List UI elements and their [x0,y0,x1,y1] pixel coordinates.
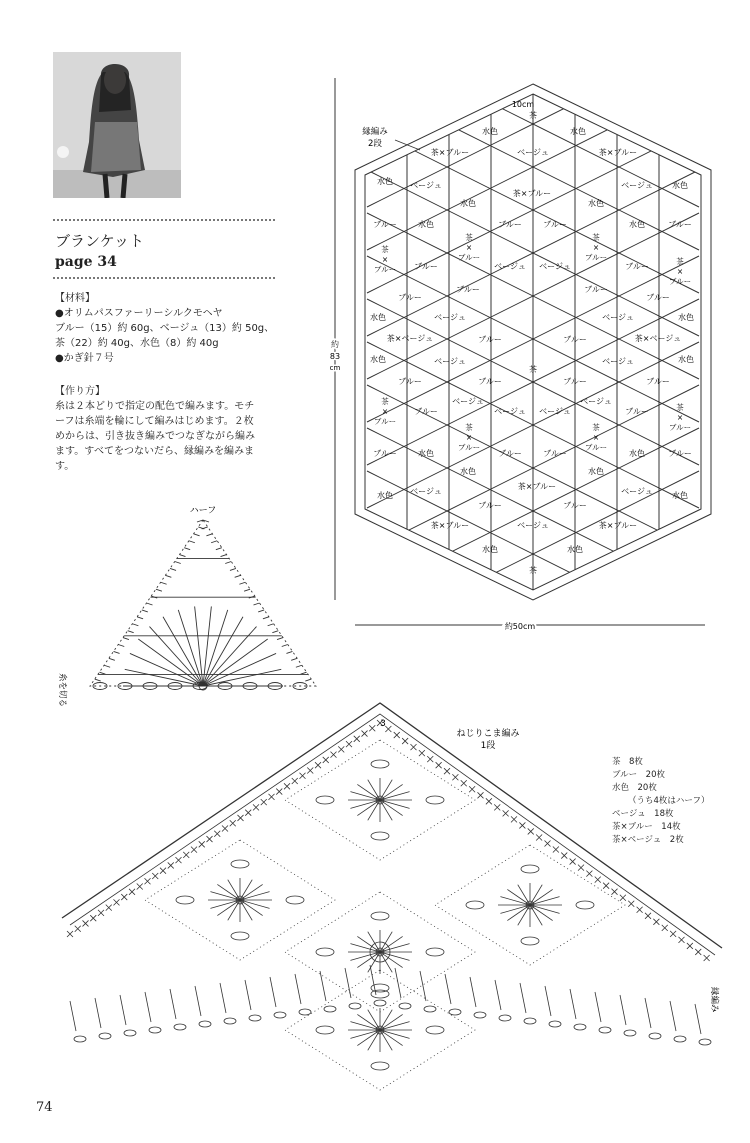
materials-line: 茶（22）約 40g、水色（8）約 40g [55,338,219,349]
block-color-label: ブルー [373,449,397,458]
height-value: 83 [329,352,341,361]
chain-stitch [349,1003,361,1009]
block-color-label: × [465,243,473,252]
height-unit: cm [329,364,341,372]
block-color-label: ブルー [414,262,438,271]
block-color-label: ブルー [478,377,502,386]
x-stitch [307,767,313,773]
chain-stitch [174,1024,186,1030]
chain-stitch [524,1018,536,1024]
block-color-label: ブルー [563,377,587,386]
block-color-label: 茶 [676,257,684,266]
chain-stitch [674,1036,686,1042]
block-color-label: 水色 [482,545,498,554]
method-line: めからは、引き抜き編みでつなぎながら編み [55,431,255,442]
stitch [470,977,476,1007]
block-color-label: 水色 [678,313,694,322]
stitch [695,1004,701,1034]
x-stitch [436,762,442,768]
x-stitch [653,919,659,925]
x-stitch [269,794,275,800]
chain-stitch [149,1027,161,1033]
x-stitch [645,913,651,919]
block-color-label: × [381,255,389,264]
stitch [95,998,101,1028]
chain-stitch [649,1033,661,1039]
block-color-label: ブルー [563,335,587,344]
half-label: ハーフ [189,506,217,516]
block-color-label: ブルー [398,293,422,302]
block-color-label: 水色 [482,127,498,136]
stitch [245,980,251,1010]
chain-stitch [371,832,389,840]
block-color-label: × [676,267,684,276]
block-color-label: 水色 [370,355,386,364]
block-color-label: 茶×ブルー [598,521,638,530]
x-stitch [444,768,450,774]
block-color-label: ベージュ [494,262,526,271]
block-color-label: ブルー [543,449,567,458]
materials-line: ●かぎ針７号 [55,353,114,364]
block-color-label: 茶 [529,365,537,374]
x-stitch [595,877,601,883]
block-color-label: × [592,433,600,442]
count-item: ベージュ 18枚 [612,809,674,819]
chain-stitch [574,1024,586,1030]
block-color-label: 水色 [629,449,645,458]
x-stitch [478,792,484,798]
block-color-label: ベージュ [539,407,571,416]
count-item: ブルー 20枚 [612,770,665,780]
x-stitch [137,884,143,890]
block-color-label: ベージュ [410,487,442,496]
block-color-label: ブルー [584,285,608,294]
stitch [645,998,651,1028]
block-color-label: × [676,413,684,422]
chain-stitch [371,760,389,768]
height-label: 約 [331,340,339,349]
block-color-label: ブルー [498,220,522,229]
x-stitch [553,847,559,853]
x-stitch [519,822,525,828]
chain-stitch [521,865,539,873]
block-color-label: ブルー [457,443,481,452]
block-color-label: 茶 [592,233,600,242]
block-color-label: ブルー [563,501,587,510]
x-stitch [528,828,534,834]
stitch [295,974,301,1004]
block-color-label: 水色 [567,545,583,554]
block-color-label: ベージュ [580,397,612,406]
block-color-label: 茶×ブルー [512,189,552,198]
block-color-label: ベージュ [621,181,653,190]
cut-yarn-label: 糸を切る [57,673,67,708]
block-color-label: 茶 [381,397,389,406]
x-stitch [704,955,710,961]
x-stitch [419,750,425,756]
materials-line: ブルー（15）約 60g、ベージュ（13）約 50g、 [55,323,275,334]
border-rows-label: 2段 [368,139,382,149]
block-color-label: 茶 [676,403,684,412]
block-color-label: 水色 [377,177,393,186]
chain-stitch [426,796,444,804]
x-stitch [461,780,467,786]
block-color-label: 水色 [678,355,694,364]
block-color-label: ベージュ [494,407,526,416]
count-item: 茶×ブルー 14枚 [612,822,681,832]
chain-stitch [231,932,249,940]
x-stitch [183,852,189,858]
block-color-label: ブルー [456,285,480,294]
x-stitch [176,857,182,863]
x-stitch [469,786,475,792]
border-label: 縁編み [362,127,388,137]
x-stitch [687,943,693,949]
x-stitch [354,736,360,742]
chain-stitch [499,1015,511,1021]
x-stitch [261,799,267,805]
chain-stitch [224,1018,236,1024]
x-stitch [214,831,220,837]
method-heading: 【作り方】 [55,386,105,397]
page-number: 74 [36,1100,53,1115]
block-color-label: 茶×ベージュ [634,334,682,343]
block-color-label: 茶 [381,245,389,254]
block-color-label: 茶 [592,423,600,432]
stitch [270,977,276,1007]
chain-stitch [474,1012,486,1018]
block-color-label: ブルー [668,449,692,458]
x-stitch [284,783,290,789]
chain-stitch [316,796,334,804]
block-color-label: ブルー [414,407,438,416]
chain-stitch [399,1003,411,1009]
chain-stitch [449,1009,461,1015]
chain-stitch [426,948,444,956]
x-stitch [612,889,618,895]
block-color-label: × [465,433,473,442]
width-label: 約50cm [504,622,536,631]
x-stitch [637,907,643,913]
chain-stitch [74,1036,86,1042]
block-color-label: 茶×ブルー [598,148,638,157]
block-color-label: ブルー [457,253,481,262]
block-color-label: × [592,243,600,252]
chain-stitch [299,1009,311,1015]
edge-rows-label: 1段 [480,741,496,751]
x-stitch [369,725,375,731]
block-color-label: 水色 [672,491,688,500]
round-number-label: 3 [380,719,386,729]
block-color-label: ブルー [584,443,608,452]
x-stitch [315,762,321,768]
block-color-label: 茶 [529,111,537,120]
stitch [195,986,201,1016]
chain-stitch [371,912,389,920]
x-stitch [121,894,127,900]
block-color-label: ブルー [625,407,649,416]
block-color-label: ブルー [668,220,692,229]
x-stitch [129,889,135,895]
method-line: 糸は２本どりで指定の配色で編みます。モチ [55,401,255,412]
materials-line: ●オリムパスファーリーシルクモヘヤ [55,308,223,319]
block-color-label: ブルー [646,377,670,386]
block-color-label: ブルー [584,253,608,262]
block-color-label: 水色 [629,220,645,229]
x-stitch [145,878,151,884]
x-stitch [98,910,104,916]
block-color-label: 水色 [370,313,386,322]
stitch [395,968,401,998]
block-color-label: ブルー [543,220,567,229]
stitch [145,992,151,1022]
x-stitch [338,746,344,752]
x-stitch [362,731,368,737]
chain-stitch [231,860,249,868]
x-stitch [511,816,517,822]
stitch [170,989,176,1019]
x-stitch [292,778,298,784]
block-color-label: ベージュ [539,262,571,271]
x-stitch [331,752,337,758]
x-stitch [486,798,492,804]
block-color-label: 茶 [529,566,537,575]
stitch [70,1001,76,1031]
x-stitch [323,757,329,763]
x-stitch [628,901,634,907]
block-color-label: ベージュ [621,487,653,496]
block-color-label: ブルー [668,423,692,432]
x-stitch [662,925,668,931]
chain-stitch [316,1026,334,1034]
x-stitch [385,726,391,732]
x-stitch [300,773,306,779]
materials-heading: 【材料】 [55,293,95,304]
x-stitch [452,774,458,780]
x-stitch [586,871,592,877]
chain-stitch [316,948,334,956]
x-stitch [603,883,609,889]
chain-stitch [426,1026,444,1034]
x-stitch [346,741,352,747]
chain-stitch [324,1006,336,1012]
block-color-label: × [381,407,389,416]
method-line: ーフは糸端を輪にして編みはじめます。２枚 [55,416,254,427]
chain-stitch [624,1030,636,1036]
block-color-label: ベージュ [452,397,484,406]
block-color-label: 水色 [418,449,434,458]
block-color-label: ブルー [398,377,422,386]
block-color-label: ベージュ [517,521,549,530]
block-color-label: ブルー [668,277,692,286]
x-stitch [276,789,282,795]
block-color-label: 茶 [465,233,473,242]
chain-stitch [699,1039,711,1045]
chain-stitch [99,1033,111,1039]
chain-stitch [374,1000,386,1006]
x-stitch [83,920,89,926]
x-stitch [245,810,251,816]
x-stitch [230,820,236,826]
block-color-label: ブルー [373,265,397,274]
block-color-label: ブルー [646,293,670,302]
x-stitch [394,732,400,738]
chain-stitch [176,896,194,904]
x-stitch [536,834,542,840]
x-stitch [561,853,567,859]
block-color-label: ベージュ [434,357,466,366]
block-color-label: 水色 [672,181,688,190]
stitch [620,995,626,1025]
x-stitch [168,862,174,868]
block-color-label: ベージュ [517,148,549,157]
top-width-label: 10cm [511,100,535,109]
stitch [320,971,326,1001]
x-stitch [75,926,81,932]
block-color-label: ブルー [478,335,502,344]
block-color-label: ベージュ [602,357,634,366]
x-stitch [570,859,576,865]
chain-stitch [274,1012,286,1018]
x-stitch [695,949,701,955]
page-title: ブランケット [55,232,144,250]
x-stitch [494,804,500,810]
x-stitch [578,865,584,871]
count-item: 茶 8枚 [612,757,643,767]
stitch [545,986,551,1016]
page-reference: page 34 [55,254,117,270]
block-color-label: 水色 [588,199,604,208]
x-stitch [238,815,244,821]
edge-stitch-label: ねじりこま編み [456,729,520,739]
chain-stitch [549,1021,561,1027]
block-color-label: 茶×ブルー [430,521,470,530]
block-color-label: ブルー [625,262,649,271]
chain-stitch [371,1062,389,1070]
chain-stitch [199,1021,211,1027]
x-stitch [670,931,676,937]
chain-stitch [371,990,389,998]
chain-stitch [576,901,594,909]
x-stitch [90,915,96,921]
x-stitch [427,756,433,762]
x-stitch [199,841,205,847]
x-stitch [411,744,417,750]
stitch [595,992,601,1022]
block-color-label: ブルー [373,417,397,426]
block-color-label: ベージュ [602,313,634,322]
x-stitch [152,873,158,879]
chain-stitch [124,1030,136,1036]
x-stitch [222,826,228,832]
block-color-label: 茶×ブルー [430,148,470,157]
block-color-label: ブルー [498,449,522,458]
stitch [445,974,451,1004]
stitch [520,983,526,1013]
block-color-label: 水色 [377,491,393,500]
x-stitch [402,738,408,744]
x-stitch [106,905,112,911]
x-stitch [114,899,120,905]
x-stitch [545,841,551,847]
method-line: ます。すべてをつないだら、縁編みを編みま [55,446,254,457]
stitch [120,995,126,1025]
chain-stitch [249,1015,261,1021]
x-stitch [160,868,166,874]
block-color-label: 水色 [588,467,604,476]
block-color-label: ベージュ [434,313,466,322]
chain-stitch [521,937,539,945]
chain-stitch [466,901,484,909]
method-line: す。 [55,461,75,472]
block-color-label: 茶×ベージュ [386,334,434,343]
chain-stitch [424,1006,436,1012]
x-stitch [191,847,197,853]
border-side-label: 縁編み [709,987,719,1013]
x-stitch [207,836,213,842]
stitch [670,1001,676,1031]
block-color-label: ブルー [478,501,502,510]
x-stitch [67,931,73,937]
block-color-label: 水色 [460,467,476,476]
stitch [570,989,576,1019]
stitch [495,980,501,1010]
x-stitch [503,810,509,816]
stitch [345,968,351,998]
count-item: 水色 20枚 [612,783,657,793]
block-color-label: 水色 [460,199,476,208]
count-item: （うち4枚はハーフ） [628,796,710,806]
x-stitch [253,804,259,810]
block-color-label: 茶 [465,423,473,432]
block-color-label: 水色 [418,220,434,229]
x-stitch [620,895,626,901]
chain-stitch [599,1027,611,1033]
x-stitch [679,937,685,943]
block-color-label: ベージュ [410,181,442,190]
count-item: 茶×ベージュ 2枚 [612,835,684,845]
stitch [220,983,226,1013]
chain-stitch [286,896,304,904]
block-color-label: ブルー [373,220,397,229]
block-color-label: 水色 [570,127,586,136]
block-color-label: 茶×ブルー [517,482,557,491]
